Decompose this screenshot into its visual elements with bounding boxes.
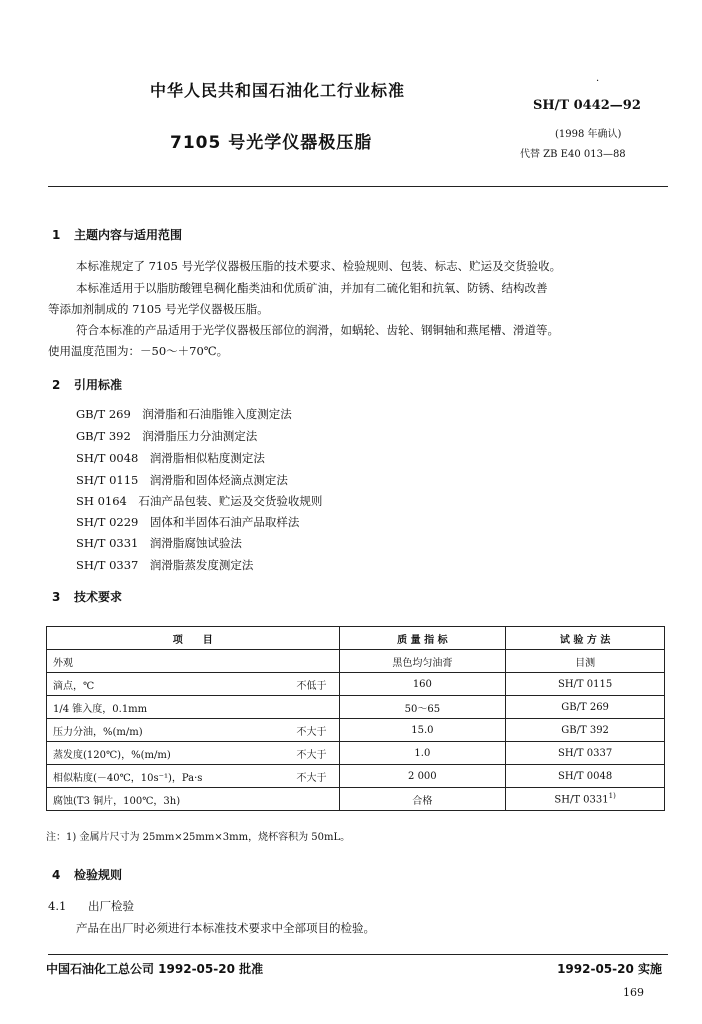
row-method: SH/T 0115 [506,673,665,696]
method-label: SH/T 0331 [554,794,609,806]
subsection-4-1-heading [48,898,134,914]
table-row [47,765,665,788]
reference-item: SH/T 0115 润滑脂和固体烃滴点测定法 [76,473,288,487]
subsection-number: 4.1 [48,899,67,913]
row-item [47,788,340,811]
footer-divider [48,954,668,955]
limit-label: 不大于 [296,772,327,784]
row-item [47,673,340,696]
header-mark: · [596,76,600,87]
row-value: 1.0 [339,742,506,765]
page-number: 169 [623,986,644,999]
row-method [506,788,665,811]
paragraph: 产品在出厂时必须进行本标准技术要求中全部项目的检验。 [76,921,375,935]
table-row [47,650,665,673]
paragraph: 符合本标准的产品适用于光学仪器极压部位的润滑，如蜗轮、齿轮、钢铜轴和燕尾槽、滑道等。 [76,323,559,337]
table-row [47,742,665,765]
row-method: SH/T 0337 [506,742,665,765]
confirm-year: (1998 年确认) [555,129,622,140]
document-title: 7105 号光学仪器极压脂 [170,133,373,153]
section-title: 引用标准 [74,378,123,392]
section-number: 3 [52,590,61,604]
item-label: 1/4 锥入度，0.1mm [53,703,148,715]
replaces-standard: 代替 ZB E40 013—88 [520,149,626,160]
row-method: GB/T 392 [506,719,665,742]
table-row [47,719,665,742]
standard-code: SH/T 0442—92 [533,98,641,113]
paragraph: 本标准规定了 7105 号光学仪器极压脂的技术要求、检验规则、包装、标志、贮运及交货验收。 [76,259,562,273]
table-footnote: 注：1) 金属片尺寸为 25mm×25mm×3mm，烧杯容积为 50mL。 [46,832,351,843]
item-label: 外观 [53,657,73,669]
row-value: 15.0 [339,719,506,742]
table-header-row [47,627,665,650]
section-number: 2 [52,378,61,392]
row-value: 50～65 [339,696,506,719]
section-number: 4 [52,868,61,882]
reference-item: GB/T 269 润滑脂和石油脂锥入度测定法 [76,407,292,421]
subsection-title: 出厂检验 [88,899,134,913]
limit-label: 不大于 [296,726,327,738]
section-1-heading [52,226,182,243]
paragraph: 使用温度范围为：－50～＋70℃。 [48,344,229,358]
row-value: 2 000 [339,765,506,788]
header-divider [48,186,668,187]
reference-item: SH/T 0331 润滑脂腐蚀试验法 [76,536,242,550]
section-4-heading [52,866,122,883]
row-item [47,765,340,788]
table-row [47,696,665,719]
row-method: 目测 [506,650,665,673]
table-row [47,673,665,696]
reference-item: SH/T 0337 润滑脂蒸发度测定法 [76,558,254,572]
section-title: 主题内容与适用范围 [74,228,183,242]
header-item: 项 目 [47,627,340,650]
row-item [47,719,340,742]
item-label: 蒸发度(120℃)，%(m/m) [53,749,171,761]
row-method: SH/T 0048 [506,765,665,788]
footnote-mark: 1) [608,792,616,801]
row-method: GB/T 269 [506,696,665,719]
approval-line: 中国石油化工总公司 1992-05-20 批准 [46,962,264,976]
section-number: 1 [52,228,61,242]
reference-item: SH/T 0048 润滑脂相似粘度测定法 [76,451,265,465]
requirements-table [46,626,665,811]
implementation-date: 1992-05-20 实施 [557,962,662,976]
section-2-heading [52,376,122,393]
paragraph: 本标准适用于以脂肪酸锂皂稠化酯类油和优质矿油，并加有二硫化钼和抗氧、防锈、结构改善 [76,281,548,295]
standard-org-title: 中华人民共和国石油化工行业标准 [150,81,406,100]
section-3-heading [52,588,122,605]
limit-label: 不低于 [296,680,327,692]
limit-label: 不大于 [296,749,327,761]
header-method: 试 验 方 法 [506,627,665,650]
item-label: 压力分油，%(m/m) [53,726,143,738]
row-value: 黑色均匀油膏 [339,650,506,673]
row-item [47,650,340,673]
item-label: 腐蚀(T3 铜片，100℃，3h) [53,795,181,807]
table-row [47,788,665,811]
item-label: 相似粘度(－40℃，10s⁻¹)，Pa·s [53,772,203,784]
section-title: 检验规则 [74,868,123,882]
paragraph: 等添加剂制成的 7105 号光学仪器极压脂。 [48,302,269,316]
reference-item: SH/T 0229 固体和半固体石油产品取样法 [76,515,300,529]
row-item [47,696,340,719]
row-value: 合格 [339,788,506,811]
item-label: 滴点，℃ [53,680,95,692]
row-value: 160 [339,673,506,696]
reference-item: GB/T 392 润滑脂压力分油测定法 [76,429,258,443]
reference-item: SH 0164 石油产品包装、贮运及交货验收规则 [76,494,323,508]
row-item [47,742,340,765]
header-index: 质 量 指 标 [339,627,506,650]
section-title: 技术要求 [74,590,123,604]
